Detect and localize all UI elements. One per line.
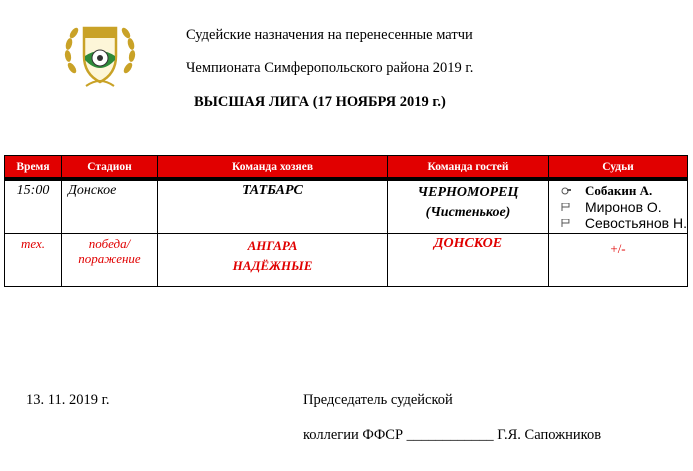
appointments-table (4, 155, 688, 287)
col-header-home: Команда хозяев (158, 156, 388, 180)
ffsr-logo (62, 16, 138, 90)
referee-assistant-1-name: Миронов О. (585, 199, 662, 215)
referee-assistant-2-name: Севостьянов Н. (584, 215, 687, 231)
header-line1: Судейские назначения на перенесенные матчи (186, 27, 473, 43)
referee-assistant-2 (561, 215, 687, 231)
col-header-referees: Судьи (549, 156, 688, 180)
whistle-icon (561, 187, 571, 195)
away-team: ДОНСКОЕ (388, 234, 549, 287)
table-row (5, 234, 688, 287)
home-team-line1: АНГАРА (247, 238, 298, 253)
col-header-away: Команда гостей (388, 156, 549, 180)
flag-icon (561, 219, 571, 227)
referees-list (549, 179, 688, 234)
referee-assistant-1 (561, 199, 687, 215)
signature-line1: Председатель судейской (303, 392, 453, 408)
table-row (5, 179, 688, 234)
header-line2: Чемпионата Симферопольского района 2019 г. (186, 60, 474, 76)
home-team-line2: НАДЁЖНЫЕ (232, 258, 313, 273)
match-status-line1: победа/ (88, 236, 131, 251)
away-team-town: (Чистенькое) (425, 205, 511, 220)
match-time: 15:00 (5, 179, 62, 234)
referee-chief-name: Собакин А. (585, 183, 653, 198)
match-result: +/- (549, 234, 688, 287)
signature-line2: коллегии ФФСР ____________ Г.Я. Сапожников (303, 427, 602, 443)
home-team: ТАТБАРС (158, 179, 388, 234)
away-team-name: ЧЕРНОМОРЕЦ (417, 185, 519, 200)
away-team (388, 179, 549, 234)
match-status (62, 234, 158, 287)
col-header-time: Время (5, 156, 62, 180)
match-status-line2: поражение (78, 251, 141, 266)
match-time: тех. (5, 234, 62, 287)
home-team (158, 234, 388, 287)
league-title: ВЫСШАЯ ЛИГА (17 НОЯБРЯ 2019 г.) (194, 94, 446, 110)
referee-chief (561, 183, 687, 199)
flag-icon (561, 203, 571, 211)
document-date: 13. 11. 2019 г. (26, 392, 110, 408)
table-header-row (5, 156, 688, 180)
col-header-stadium: Стадион (62, 156, 158, 180)
match-stadium: Донское (62, 179, 158, 234)
